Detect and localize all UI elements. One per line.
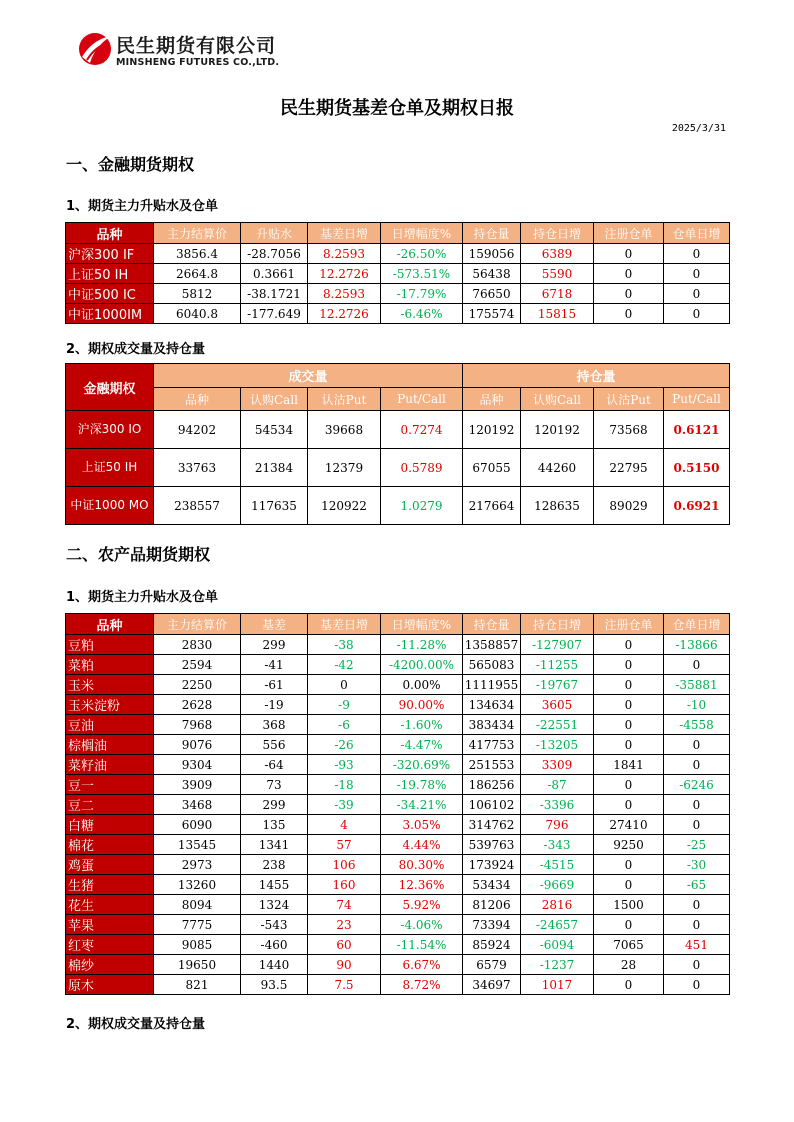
table-cell: -4200.00% [381, 655, 463, 675]
table-cell: 821 [154, 975, 241, 995]
table-cell: 0.3661 [241, 264, 308, 284]
table-cell: 0 [664, 304, 730, 324]
table-cell: 0 [594, 855, 664, 875]
table-row [66, 875, 730, 895]
table-cell: -3396 [521, 795, 594, 815]
table-cell: 299 [241, 635, 308, 655]
table-cell: -11.54% [381, 935, 463, 955]
table-cell: 57 [308, 835, 381, 855]
row-name-cell: 棕榈油 [66, 735, 154, 755]
table-row [66, 755, 730, 775]
table-cell: 5590 [521, 264, 594, 284]
table-cell: 90 [308, 955, 381, 975]
row-name-cell: 菜粕 [66, 655, 154, 675]
row-name-cell: 棉花 [66, 835, 154, 855]
table-cell: 1500 [594, 895, 664, 915]
table-cell: 9085 [154, 935, 241, 955]
table-cell: 0.7274 [381, 411, 463, 449]
table-cell: 128635 [521, 487, 594, 525]
table-cell: -25 [664, 835, 730, 855]
table-cell: -24657 [521, 915, 594, 935]
table-cell: 8.72% [381, 975, 463, 995]
table-cell: -65 [664, 875, 730, 895]
table-cell: 1341 [241, 835, 308, 855]
table-cell: 173924 [463, 855, 521, 875]
table-cell: 81206 [463, 895, 521, 915]
table-cell: 186256 [463, 775, 521, 795]
row-name-cell: 中证1000IM [66, 304, 154, 324]
table-cell: 0 [594, 715, 664, 735]
table-cell: 134634 [463, 695, 521, 715]
table-cell: -4515 [521, 855, 594, 875]
column-header: 品种 [66, 614, 154, 635]
table-cell: 1841 [594, 755, 664, 775]
table-cell: 0 [594, 304, 664, 324]
table-cell: -38 [308, 635, 381, 655]
table-cell: 5.92% [381, 895, 463, 915]
row-name-cell: 菜籽油 [66, 755, 154, 775]
table-cell: 19650 [154, 955, 241, 975]
table-cell: 0 [664, 895, 730, 915]
table-cell: 7.5 [308, 975, 381, 995]
table-row [66, 715, 730, 735]
table-cell: 2664.8 [154, 264, 241, 284]
table-cell: 76650 [463, 284, 521, 304]
row-name-cell: 玉米 [66, 675, 154, 695]
table-cell: 117635 [241, 487, 308, 525]
table-cell: 0 [308, 675, 381, 695]
table-cell: 6389 [521, 244, 594, 264]
table-cell: 314762 [463, 815, 521, 835]
agri-futures-table [65, 613, 730, 995]
table-cell: 4.44% [381, 835, 463, 855]
table-cell: 0 [594, 695, 664, 715]
table-cell: 383434 [463, 715, 521, 735]
row-name-cell: 棉纱 [66, 955, 154, 975]
table-cell: 0.5789 [381, 449, 463, 487]
table-cell: 0 [664, 975, 730, 995]
table-row [66, 244, 730, 264]
table-cell: -4558 [664, 715, 730, 735]
column-header: 日增幅度% [381, 223, 463, 244]
table-cell: 6718 [521, 284, 594, 304]
table-row [66, 935, 730, 955]
column-header: 认沽Put [308, 388, 381, 411]
column-header: 持仓日增 [521, 223, 594, 244]
table-cell: 0 [594, 975, 664, 995]
table-cell: 8094 [154, 895, 241, 915]
table-cell: 0 [664, 955, 730, 975]
table-cell: 33763 [154, 449, 241, 487]
table-cell: 3468 [154, 795, 241, 815]
table-row [66, 695, 730, 715]
table-cell: -61 [241, 675, 308, 695]
table-cell: -6.46% [381, 304, 463, 324]
table-row [66, 284, 730, 304]
table-row [66, 655, 730, 675]
table-cell: -13205 [521, 735, 594, 755]
table-cell: 120192 [521, 411, 594, 449]
table-cell: 2594 [154, 655, 241, 675]
table-cell: -1.60% [381, 715, 463, 735]
row-name-cell: 生猪 [66, 875, 154, 895]
table-cell: 73 [241, 775, 308, 795]
column-header: 注册仓单 [594, 614, 664, 635]
table-cell: 2628 [154, 695, 241, 715]
table-row [66, 264, 730, 284]
company-name-en: MINSHENG FUTURES CO.,LTD. [116, 57, 280, 68]
table-row [66, 955, 730, 975]
row-name-cell: 花生 [66, 895, 154, 915]
table-cell: -320.69% [381, 755, 463, 775]
column-header: 品种 [66, 223, 154, 244]
table-cell: 3909 [154, 775, 241, 795]
table-cell: 73394 [463, 915, 521, 935]
table-cell: -1237 [521, 955, 594, 975]
table-cell: 56438 [463, 264, 521, 284]
table-cell: -64 [241, 755, 308, 775]
row-name-cell: 中证500 IC [66, 284, 154, 304]
table-cell: 0 [664, 795, 730, 815]
column-header: Put/Call [664, 388, 730, 411]
table-row [66, 835, 730, 855]
column-header: 基差日增 [308, 614, 381, 635]
table-cell: 251553 [463, 755, 521, 775]
table-cell: -35881 [664, 675, 730, 695]
table-cell: 8.2593 [308, 244, 381, 264]
table-cell: 0 [594, 635, 664, 655]
table-cell: 12.2726 [308, 304, 381, 324]
table-cell: 6579 [463, 955, 521, 975]
table-cell: -19.78% [381, 775, 463, 795]
table-cell: 13545 [154, 835, 241, 855]
table-cell: 74 [308, 895, 381, 915]
table-cell: 2816 [521, 895, 594, 915]
options-corner-header: 金融期权 [66, 364, 154, 411]
row-name-cell: 豆二 [66, 795, 154, 815]
table-cell: 9304 [154, 755, 241, 775]
section1-options-heading: 2、期权成交量及持仓量 [66, 342, 206, 357]
row-name-cell: 豆油 [66, 715, 154, 735]
company-name-cn: 民生期货有限公司 [116, 35, 277, 57]
table-cell: 0.6121 [664, 411, 730, 449]
table-cell: 451 [664, 935, 730, 955]
section1-heading: 一、金融期货期权 [66, 155, 195, 174]
table-row [66, 795, 730, 815]
table-cell: 2973 [154, 855, 241, 875]
volume-group-header: 成交量 [154, 364, 463, 388]
column-header: 基差日增 [308, 223, 381, 244]
column-header: 主力结算价 [154, 614, 241, 635]
table-cell: 217664 [463, 487, 521, 525]
table-cell: 0 [664, 735, 730, 755]
table-cell: 0 [594, 795, 664, 815]
table-cell: -87 [521, 775, 594, 795]
table-cell: 0 [594, 264, 664, 284]
company-logo [78, 30, 298, 75]
table-cell: 0 [594, 655, 664, 675]
table-cell: -42 [308, 655, 381, 675]
table-cell: -19767 [521, 675, 594, 695]
table-cell: 12.36% [381, 875, 463, 895]
table-cell: 23 [308, 915, 381, 935]
table-cell: 417753 [463, 735, 521, 755]
table-cell: -26.50% [381, 244, 463, 264]
table-cell: -39 [308, 795, 381, 815]
table-row [66, 675, 730, 695]
table-row [66, 775, 730, 795]
table-cell: -9 [308, 695, 381, 715]
table-cell: -17.79% [381, 284, 463, 304]
column-header: 认购Call [241, 388, 308, 411]
table-cell: -127907 [521, 635, 594, 655]
table-cell: 3309 [521, 755, 594, 775]
table-cell: 6.67% [381, 955, 463, 975]
table-cell: 13260 [154, 875, 241, 895]
table-cell: 0.6921 [664, 487, 730, 525]
table-cell: 7065 [594, 935, 664, 955]
table-row [66, 487, 730, 525]
row-name-cell: 豆一 [66, 775, 154, 795]
table-cell: 2830 [154, 635, 241, 655]
table-cell: 1440 [241, 955, 308, 975]
column-header: 仓单日增 [664, 614, 730, 635]
column-header: 持仓日增 [521, 614, 594, 635]
column-header: 升贴水 [241, 223, 308, 244]
table-row [66, 895, 730, 915]
table-cell: -460 [241, 935, 308, 955]
table-cell: 0 [594, 875, 664, 895]
table-cell: 1324 [241, 895, 308, 915]
column-header: 主力结算价 [154, 223, 241, 244]
table-cell: 28 [594, 955, 664, 975]
row-name-cell: 苹果 [66, 915, 154, 935]
table-cell: -543 [241, 915, 308, 935]
table-row [66, 915, 730, 935]
row-name-cell: 沪深300 IO [66, 411, 154, 449]
table-cell: 299 [241, 795, 308, 815]
table-cell: 1017 [521, 975, 594, 995]
table-cell: 5812 [154, 284, 241, 304]
table-row [66, 855, 730, 875]
table-cell: 0 [594, 915, 664, 935]
table-cell: 67055 [463, 449, 521, 487]
table-cell: 0 [594, 284, 664, 304]
table-cell: 1.0279 [381, 487, 463, 525]
column-header: 认沽Put [594, 388, 664, 411]
table-cell: 0 [664, 284, 730, 304]
column-header: 持仓量 [463, 614, 521, 635]
table-cell: 175574 [463, 304, 521, 324]
table-cell: 159056 [463, 244, 521, 264]
table-cell: 39668 [308, 411, 381, 449]
table-cell: -4.47% [381, 735, 463, 755]
table-cell: 9076 [154, 735, 241, 755]
table-cell: 54534 [241, 411, 308, 449]
table-cell: 89029 [594, 487, 664, 525]
open-interest-group-header: 持仓量 [463, 364, 730, 388]
section2-heading: 二、农产品期货期权 [66, 545, 211, 564]
table-cell: -343 [521, 835, 594, 855]
table-cell: 21384 [241, 449, 308, 487]
table-cell: 0 [594, 735, 664, 755]
table-cell: -177.649 [241, 304, 308, 324]
financial-options-table [65, 363, 730, 525]
table-cell: 80.30% [381, 855, 463, 875]
table-cell: 4 [308, 815, 381, 835]
table-cell: 15815 [521, 304, 594, 324]
table-cell: -18 [308, 775, 381, 795]
column-header: 持仓量 [463, 223, 521, 244]
table-cell: -28.7056 [241, 244, 308, 264]
table-cell: 53434 [463, 875, 521, 895]
table-cell: 796 [521, 815, 594, 835]
table-cell: 0 [664, 655, 730, 675]
table-cell: 3605 [521, 695, 594, 715]
table-cell: -11.28% [381, 635, 463, 655]
table-cell: 160 [308, 875, 381, 895]
table-cell: 1358857 [463, 635, 521, 655]
table-cell: 22795 [594, 449, 664, 487]
report-date: 2025/3/31 [671, 123, 726, 134]
row-name-cell: 鸡蛋 [66, 855, 154, 875]
table-cell: 106102 [463, 795, 521, 815]
table-cell: 27410 [594, 815, 664, 835]
table-cell: -11255 [521, 655, 594, 675]
table-cell: 6090 [154, 815, 241, 835]
table-cell: 0 [664, 244, 730, 264]
table-cell: 12.2726 [308, 264, 381, 284]
table-cell: -10 [664, 695, 730, 715]
table-cell: 0 [664, 264, 730, 284]
table-cell: 73568 [594, 411, 664, 449]
table-cell: 556 [241, 735, 308, 755]
row-name-cell: 原木 [66, 975, 154, 995]
table-cell: -6246 [664, 775, 730, 795]
table-cell: 539763 [463, 835, 521, 855]
table-cell: -38.1721 [241, 284, 308, 304]
table-cell: 0 [664, 755, 730, 775]
table-cell: 238 [241, 855, 308, 875]
table-cell: 44260 [521, 449, 594, 487]
table-cell: 0 [664, 815, 730, 835]
company-logo-icon [78, 30, 112, 68]
table-cell: 135 [241, 815, 308, 835]
table-cell: 368 [241, 715, 308, 735]
table-cell: 0.00% [381, 675, 463, 695]
table-cell: 0 [594, 775, 664, 795]
column-header: 仓单日增 [664, 223, 730, 244]
table-cell: 60 [308, 935, 381, 955]
section1-futures-heading: 1、期货主力升贴水及仓单 [66, 199, 219, 214]
table-cell: 2250 [154, 675, 241, 695]
column-header: 品种 [463, 388, 521, 411]
table-cell: 90.00% [381, 695, 463, 715]
table-cell: -30 [664, 855, 730, 875]
row-name-cell: 白糖 [66, 815, 154, 835]
table-cell: 34697 [463, 975, 521, 995]
table-cell: 238557 [154, 487, 241, 525]
table-cell: 3.05% [381, 815, 463, 835]
table-cell: 93.5 [241, 975, 308, 995]
row-name-cell: 豆粕 [66, 635, 154, 655]
row-name-cell: 上证50 IH [66, 449, 154, 487]
table-cell: 1455 [241, 875, 308, 895]
table-cell: -13866 [664, 635, 730, 655]
table-cell: 1111955 [463, 675, 521, 695]
table-row [66, 635, 730, 655]
table-row [66, 815, 730, 835]
column-header: 品种 [154, 388, 241, 411]
table-row [66, 411, 730, 449]
table-row [66, 735, 730, 755]
table-cell: 120192 [463, 411, 521, 449]
table-row [66, 975, 730, 995]
table-cell: -19 [241, 695, 308, 715]
table-row [66, 304, 730, 324]
table-cell: 7775 [154, 915, 241, 935]
table-cell: 0 [594, 244, 664, 264]
table-cell: -6094 [521, 935, 594, 955]
table-cell: -22551 [521, 715, 594, 735]
table-cell: 106 [308, 855, 381, 875]
table-cell: 0 [594, 675, 664, 695]
table-cell: -34.21% [381, 795, 463, 815]
row-name-cell: 红枣 [66, 935, 154, 955]
column-header: Put/Call [381, 388, 463, 411]
table-cell: 94202 [154, 411, 241, 449]
table-cell: -6 [308, 715, 381, 735]
column-header: 日增幅度% [381, 614, 463, 635]
row-name-cell: 中证1000 MO [66, 487, 154, 525]
column-header: 认购Call [521, 388, 594, 411]
row-name-cell: 玉米淀粉 [66, 695, 154, 715]
table-row [66, 449, 730, 487]
table-cell: 8.2593 [308, 284, 381, 304]
column-header: 基差 [241, 614, 308, 635]
table-cell: 565083 [463, 655, 521, 675]
table-cell: 7968 [154, 715, 241, 735]
row-name-cell: 沪深300 IF [66, 244, 154, 264]
table-cell: 120922 [308, 487, 381, 525]
table-cell: -573.51% [381, 264, 463, 284]
financial-futures-table [65, 222, 730, 324]
table-cell: 9250 [594, 835, 664, 855]
table-cell: 85924 [463, 935, 521, 955]
table-cell: -4.06% [381, 915, 463, 935]
table-cell: -41 [241, 655, 308, 675]
section2-futures-heading: 1、期货主力升贴水及仓单 [66, 590, 219, 605]
table-cell: -9669 [521, 875, 594, 895]
table-cell: -26 [308, 735, 381, 755]
row-name-cell: 上证50 IH [66, 264, 154, 284]
table-cell: 0 [664, 915, 730, 935]
report-title: 民生期货基差仓单及期权日报 [280, 98, 514, 119]
table-cell: -93 [308, 755, 381, 775]
section2-options-heading: 2、期权成交量及持仓量 [66, 1017, 206, 1032]
table-cell: 12379 [308, 449, 381, 487]
column-header: 注册仓单 [594, 223, 664, 244]
table-cell: 3856.4 [154, 244, 241, 264]
table-cell: 6040.8 [154, 304, 241, 324]
table-cell: 0.5150 [664, 449, 730, 487]
